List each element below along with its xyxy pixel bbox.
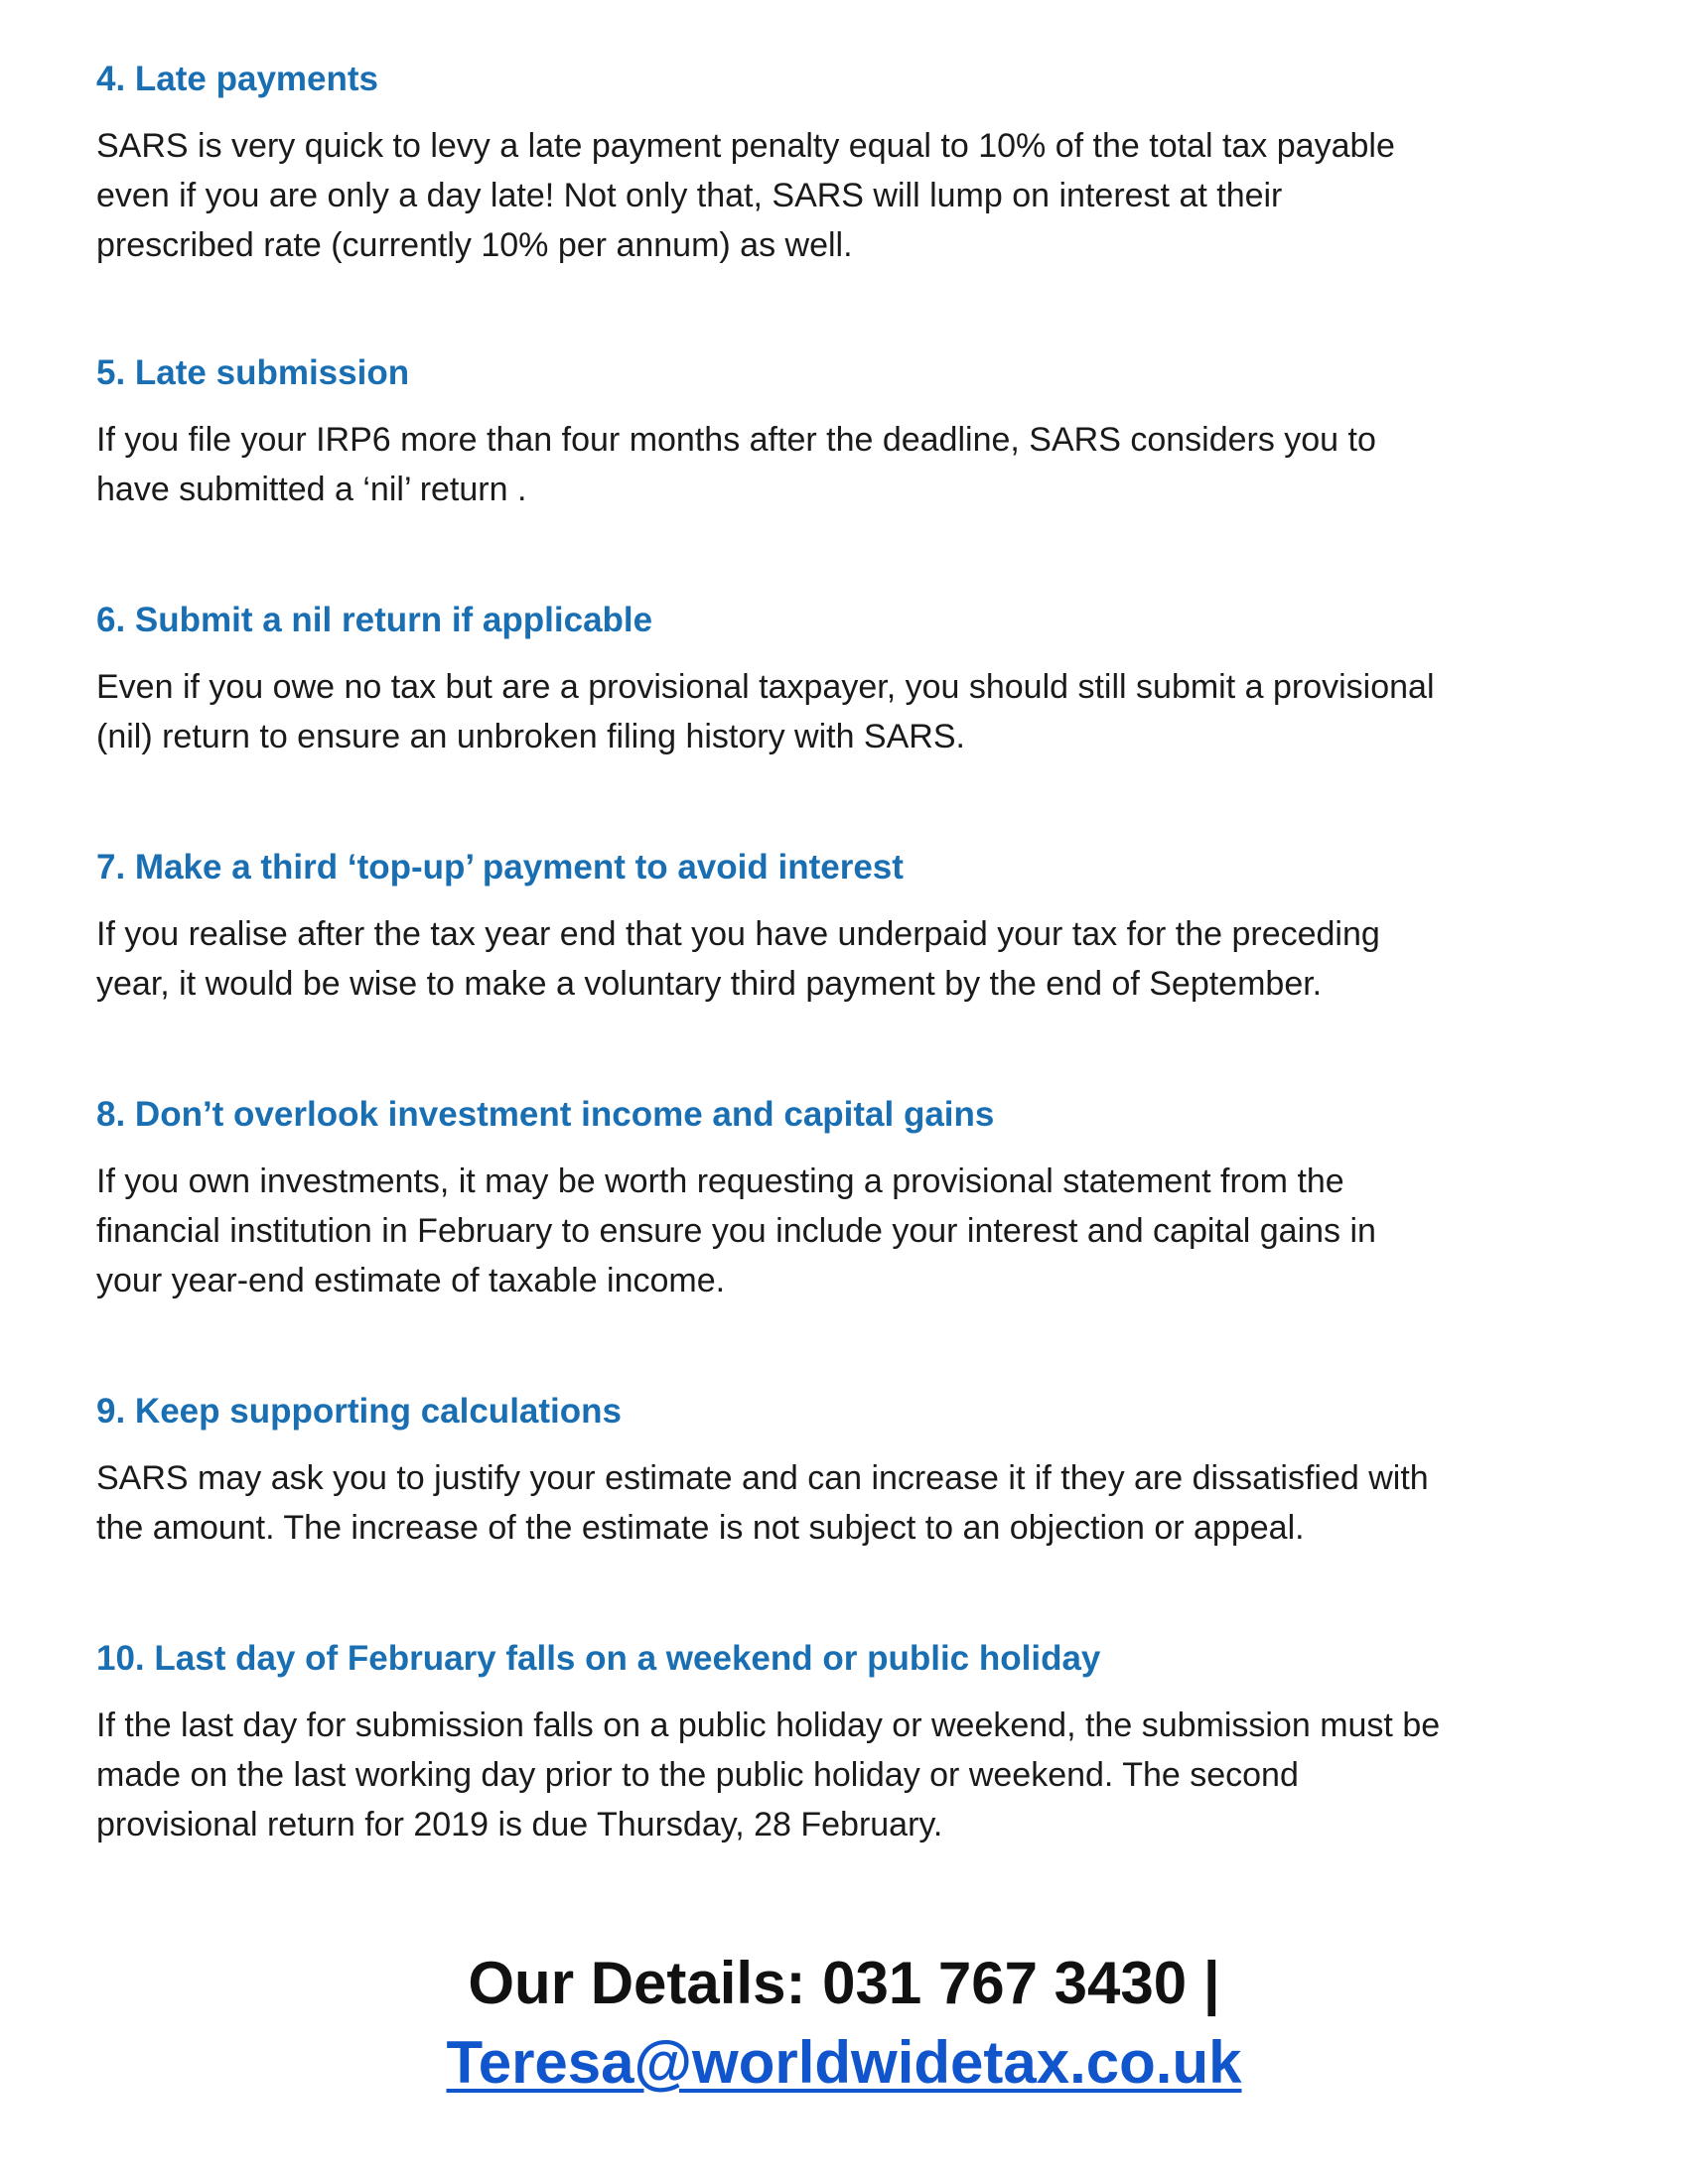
section-heading: 6. Submit a nil return if applicable [96,601,653,639]
section-top-up-payment [96,848,1606,1009]
contact-email-link[interactable]: Teresa@worldwidetax.co.uk [446,2029,1242,2096]
section-heading: 4. Late payments [96,60,378,98]
section-body: SARS is very quick to levy a late payment penalty equal to 10% of the total tax payable even if you are only a day late! Not only that, SARS will lump on interest at their prescribed rate (currently 10% per annum) as well. [96,127,1395,264]
section-heading: 5. Late submission [96,353,410,392]
section-body: If you file your IRP6 more than four months after the deadline, SARS considers you to have submitted a ‘nil’ return . [96,421,1376,508]
section-body: If you own investments, it may be worth requesting a provisional statement from the financial institution in February to ensure you include your interest and capital gains in your year-end estimate of taxable income. [96,1162,1376,1299]
section-nil-return [96,601,1606,761]
section-body: Even if you owe no tax but are a provisional taxpayer, you should still submit a provisional (nil) return to ensure an unbroken filing history with SARS. [96,668,1435,755]
section-heading: 9. Keep supporting calculations [96,1392,622,1431]
section-late-submission [96,353,1606,514]
section-late-payments [96,60,1606,270]
section-heading: 8. Don’t overlook investment income and capital gains [96,1095,995,1134]
contact-details [0,1944,1688,2103]
section-investment-income [96,1095,1606,1305]
section-heading: 7. Make a third ‘top-up’ payment to avoid interest [96,848,904,887]
section-body: If you realise after the tax year end that you have underpaid your tax for the preceding year, it would be wise to make a voluntary third payment by the end of September. [96,915,1380,1003]
section-body: If the last day for submission falls on a public holiday or weekend, the submission must be made on the last working day prior to the public holiday or weekend. The second provisional return for 2019 is due Thursday, 28 February. [96,1706,1441,1843]
section-heading: 10. Last day of February falls on a weekend or public holiday [96,1639,1101,1678]
contact-phone: Our Details: 031 767 3430 | [468,1950,1220,2016]
section-body: SARS may ask you to justify your estimate and can increase it if they are dissatisfied with the amount. The increase of the estimate is not subject to an objection or appeal. [96,1459,1429,1547]
section-last-day-february [96,1639,1606,1849]
section-supporting-calculations [96,1392,1606,1553]
